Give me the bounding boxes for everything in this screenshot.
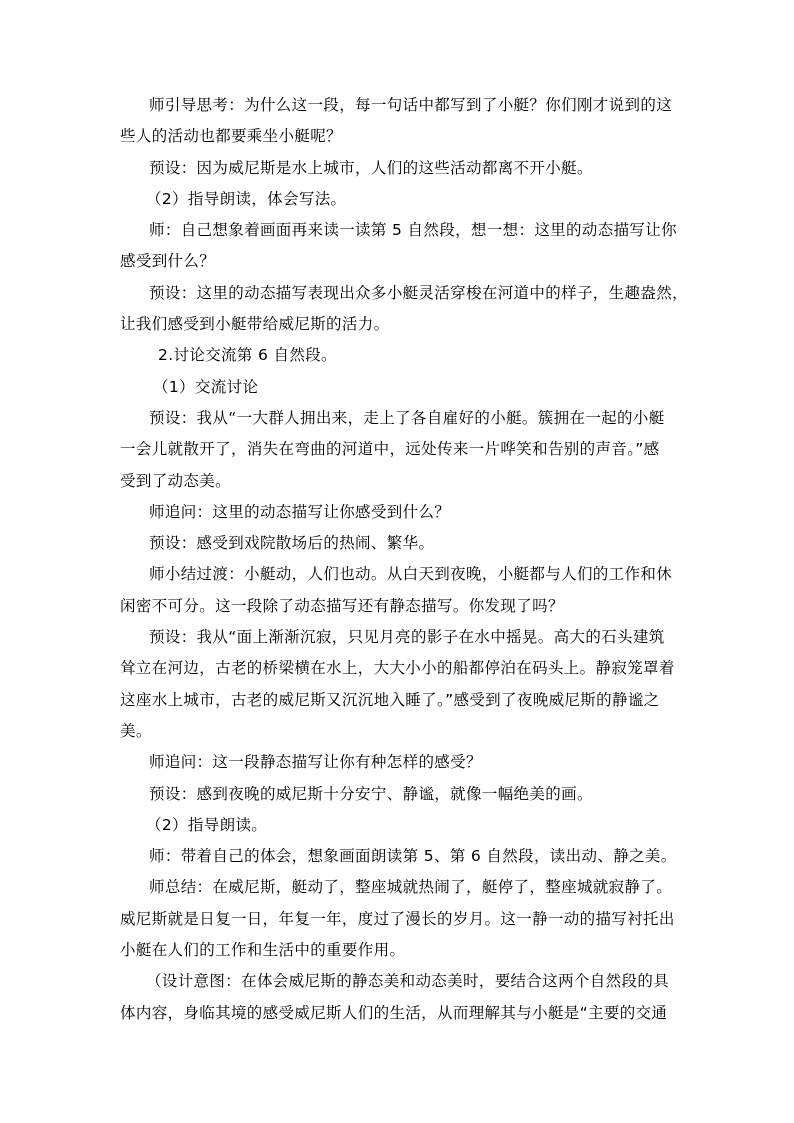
- paragraph-line: 小艇在人们的工作和生活中的重要作用。: [120, 941, 406, 960]
- paragraph-line: 预设：感到夜晚的威尼斯十分安宁、静谧，就像一幅绝美的画。: [149, 784, 593, 803]
- paragraph-line: 预设：我从“面上渐渐沉寂，只见月亮的影子在水中摇晃。高大的石头建筑: [149, 628, 665, 647]
- paragraph-line: 美。: [120, 721, 152, 740]
- paragraph-line: （1）交流讨论: [153, 377, 259, 396]
- paragraph-line: 耸立在河边，古老的桥梁横在水上，大大小小的船都停泊在码头上。静寂笼罩着: [120, 659, 675, 678]
- paragraph-line: 体内容，身临其境的感受威尼斯人们的生活，从而理解其与小艇是“主要的交通: [120, 1003, 668, 1022]
- paragraph-line: 师总结：在威尼斯，艇动了，整座城就热闹了，艇停了，整座城就寂静了。: [149, 878, 673, 897]
- paragraph-line: 这座水上城市，古老的威尼斯又沉沉地入睡了。”感受到了夜晚威尼斯的静谧之: [120, 690, 660, 709]
- paragraph-line: 师追问：这里的动态描写让你感受到什么？: [149, 502, 451, 521]
- paragraph-line: 预设：感受到戏院散场后的热闹、繁华。: [149, 534, 435, 553]
- paragraph-line: 预设：因为威尼斯是水上城市，人们的这些活动都离不开小艇。: [149, 158, 593, 177]
- paragraph-line: 些人的活动也都要乘坐小艇呢？: [120, 127, 342, 146]
- paragraph-line: 师：带着自己的体会，想象画面朗读第 5、第 6 自然段，读出动、静之美。: [149, 847, 677, 866]
- paragraph-line: 师追问：这一段静态描写让你有种怎样的感受？: [149, 753, 482, 772]
- paragraph-line: 师：自己想象着画面再来读一读第 5 自然段，想一想：这里的动态描写让你: [149, 221, 677, 240]
- paragraph-line: （2）指导朗读。: [146, 815, 268, 834]
- section-heading: 2.讨论交流第 6 自然段。: [158, 346, 337, 365]
- paragraph-line: （设计意图：在体会威尼斯的静态美和动态美时，要结合这两个自然段的具: [146, 972, 670, 991]
- paragraph-line: 让我们感受到小艇带给威尼斯的活力。: [120, 315, 390, 334]
- paragraph-line: 预设：这里的动态描写表现出众多小艇灵活穿梭在河道中的样子，生趣盎然，: [149, 283, 688, 302]
- paragraph-line: 预设：我从“一大群人拥出来，走上了各自雇好的小艇。簇拥在一起的小艇: [149, 408, 665, 427]
- paragraph-line: （2）指导朗读，体会写法。: [146, 189, 347, 208]
- document-body: [120, 90, 688, 1029]
- paragraph-line: 师引导思考：为什么这一段，每一句话中都写到了小艇？你们刚才说到的这: [149, 96, 673, 114]
- paragraph-line: 闲密不可分。这一段除了动态描写还有静态描写。你发现了吗？: [120, 596, 564, 615]
- paragraph-line: 师小结过渡：小艇动，人们也动。从白天到夜晚，小艇都与人们的工作和休: [149, 565, 673, 584]
- paragraph-line: 一会儿就散开了，消失在弯曲的河道中，远处传来一片哗笑和告别的声音。”感: [120, 440, 660, 459]
- paragraph-line: 威尼斯就是日复一日，年复一年，度过了漫长的岁月。这一静一动的描写衬托出: [120, 909, 675, 928]
- paragraph-line: 受到了动态美。: [120, 471, 231, 490]
- paragraph-line: 感受到什么？: [120, 252, 216, 271]
